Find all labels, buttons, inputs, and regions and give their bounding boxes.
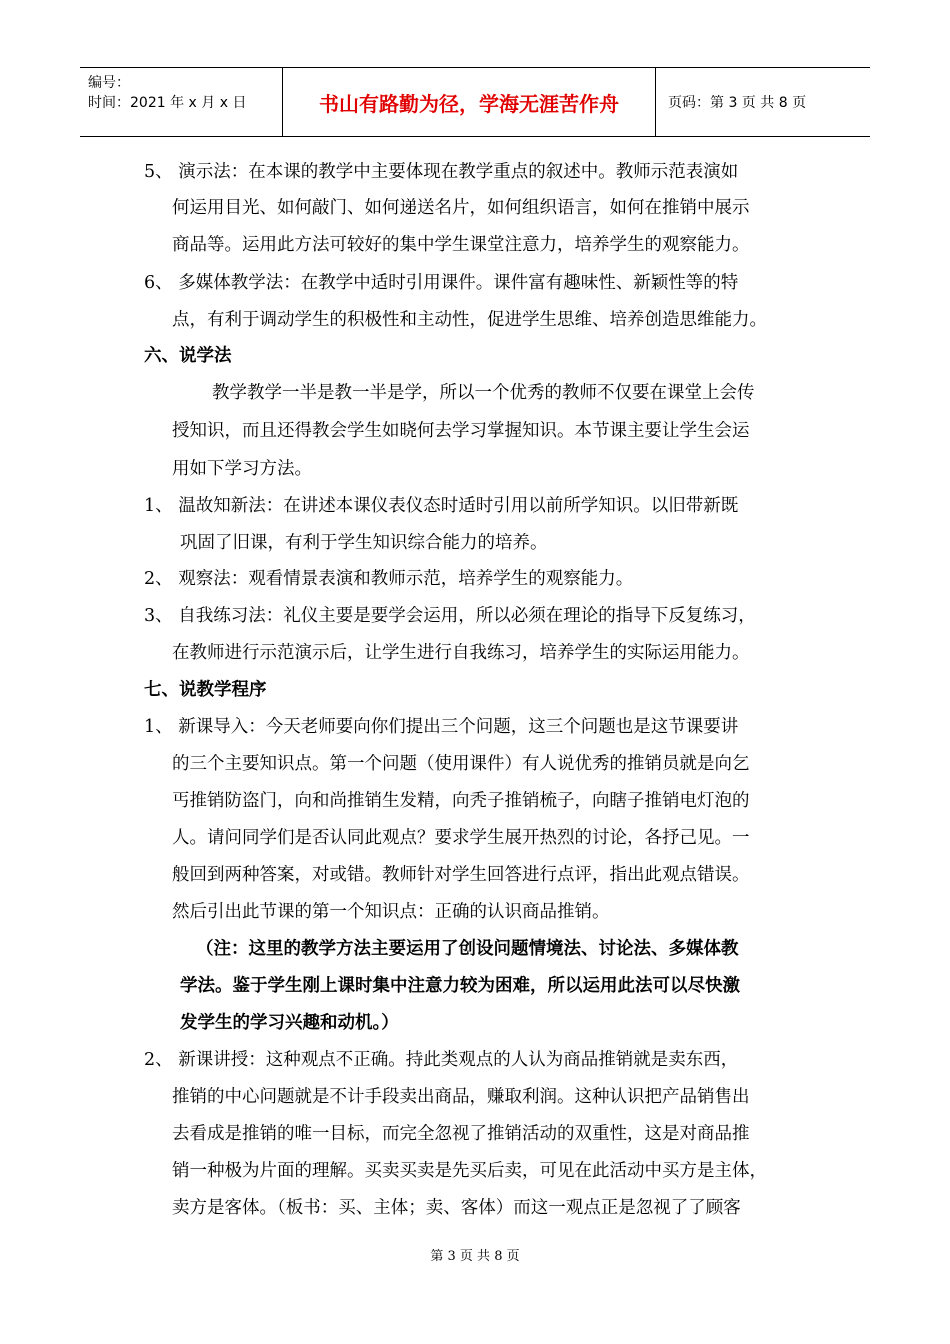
text-line: 巩固了旧课，有利于学生知识综合能力的培养。	[180, 533, 548, 553]
header-motto: 书山有路勤为径，学海无涯苦作舟	[282, 68, 656, 136]
page-header	[80, 67, 870, 137]
text-line: 1、 温故知新法：在讲述本课仪表仪态时适时引用以前所学知识。以旧带新既	[144, 496, 739, 516]
note-line: （注：这里的教学方法主要运用了创设问题情境法、讨论法、多媒体教	[196, 939, 739, 959]
page-footer: 第 3 页 共 8 页	[430, 1249, 520, 1264]
text-line: 卖方是客体。（板书：买、主体；卖、客体）而这一观点正是忽视了了顾客	[172, 1198, 741, 1218]
text-line: 去看成是推销的唯一目标，而完全忽视了推销活动的双重性，这是对商品推	[172, 1124, 750, 1144]
text-line: 在教师进行示范演示后，让学生进行自我练习，培养学生的实际运用能力。	[172, 643, 750, 663]
text-line: 2、 新课讲授：这种观点不正确。持此类观点的人认为商品推销就是卖东西，	[144, 1050, 739, 1070]
text-line: 点，有利于调动学生的积极性和主动性，促进学生思维、培养创造思维能力。	[172, 310, 767, 330]
text-line: 3、 自我练习法：礼仪主要是要学会运用，所以必须在理论的指导下反复练习，	[144, 606, 756, 626]
code-label: 编号：	[88, 75, 130, 91]
text-line: 丐推销防盗门，向和尚推销生发精，向秃子推销梳子，向瞎子推销电灯泡的	[172, 791, 750, 811]
text-line: 般回到两种答案，对或错。教师针对学生回答进行点评，指出此观点错误。	[172, 865, 750, 885]
text-line: 推销的中心问题就是不计手段卖出商品，赚取利润。这种认识把产品销售出	[172, 1087, 750, 1107]
note-line: 学法。鉴于学生刚上课时集中注意力较为困难，所以运用此法可以尽快激	[180, 976, 740, 996]
text-line: 人。请问同学们是否认同此观点？要求学生展开热烈的讨论，各抒己见。一	[172, 828, 750, 848]
section-heading: 七、说教学程序	[144, 680, 267, 700]
note-line: 发学生的学习兴趣和动机。）	[180, 1013, 399, 1033]
text-line: 商品等。运用此方法可较好的集中学生课堂注意力，培养学生的观察能力。	[172, 235, 750, 255]
text-line: 2、 观察法：观看情景表演和教师示范，培养学生的观察能力。	[144, 569, 634, 589]
text-line: 1、 新课导入：今天老师要向你们提出三个问题，这三个问题也是这节课要讲	[144, 717, 739, 737]
header-page-number: 页码：第 3 页 共 8 页	[668, 95, 807, 111]
text-line: 授知识，而且还得教会学生如晓何去学习掌握知识。本节课主要让学生会运	[172, 421, 750, 441]
text-line: 何运用目光、如何敲门、如何递送名片，如何组织语言，如何在推销中展示	[172, 198, 750, 218]
text-line: 用如下学习方法。	[172, 459, 312, 479]
section-heading: 六、说学法	[144, 346, 232, 366]
header-meta	[80, 68, 280, 136]
text-line: 5、 演示法：在本课的教学中主要体现在教学重点的叙述中。教师示范表演如	[144, 162, 739, 182]
text-line: 销一种极为片面的理解。买卖买卖是先买后卖，可见在此活动中买方是主体，	[172, 1161, 767, 1181]
time-label: 时间：2021 年 x 月 x 日	[88, 95, 247, 111]
text-line: 教学教学一半是教一半是学，所以一个优秀的教师不仅要在课堂上会传	[212, 383, 755, 403]
text-line: 然后引出此节课的第一个知识点：正确的认识商品推销。	[172, 902, 610, 922]
text-line: 的三个主要知识点。第一个问题（使用课件）有人说优秀的推销员就是向乞	[172, 754, 750, 774]
text-line: 6、 多媒体教学法：在教学中适时引用课件。课件富有趣味性、新颖性等的特	[144, 273, 739, 293]
